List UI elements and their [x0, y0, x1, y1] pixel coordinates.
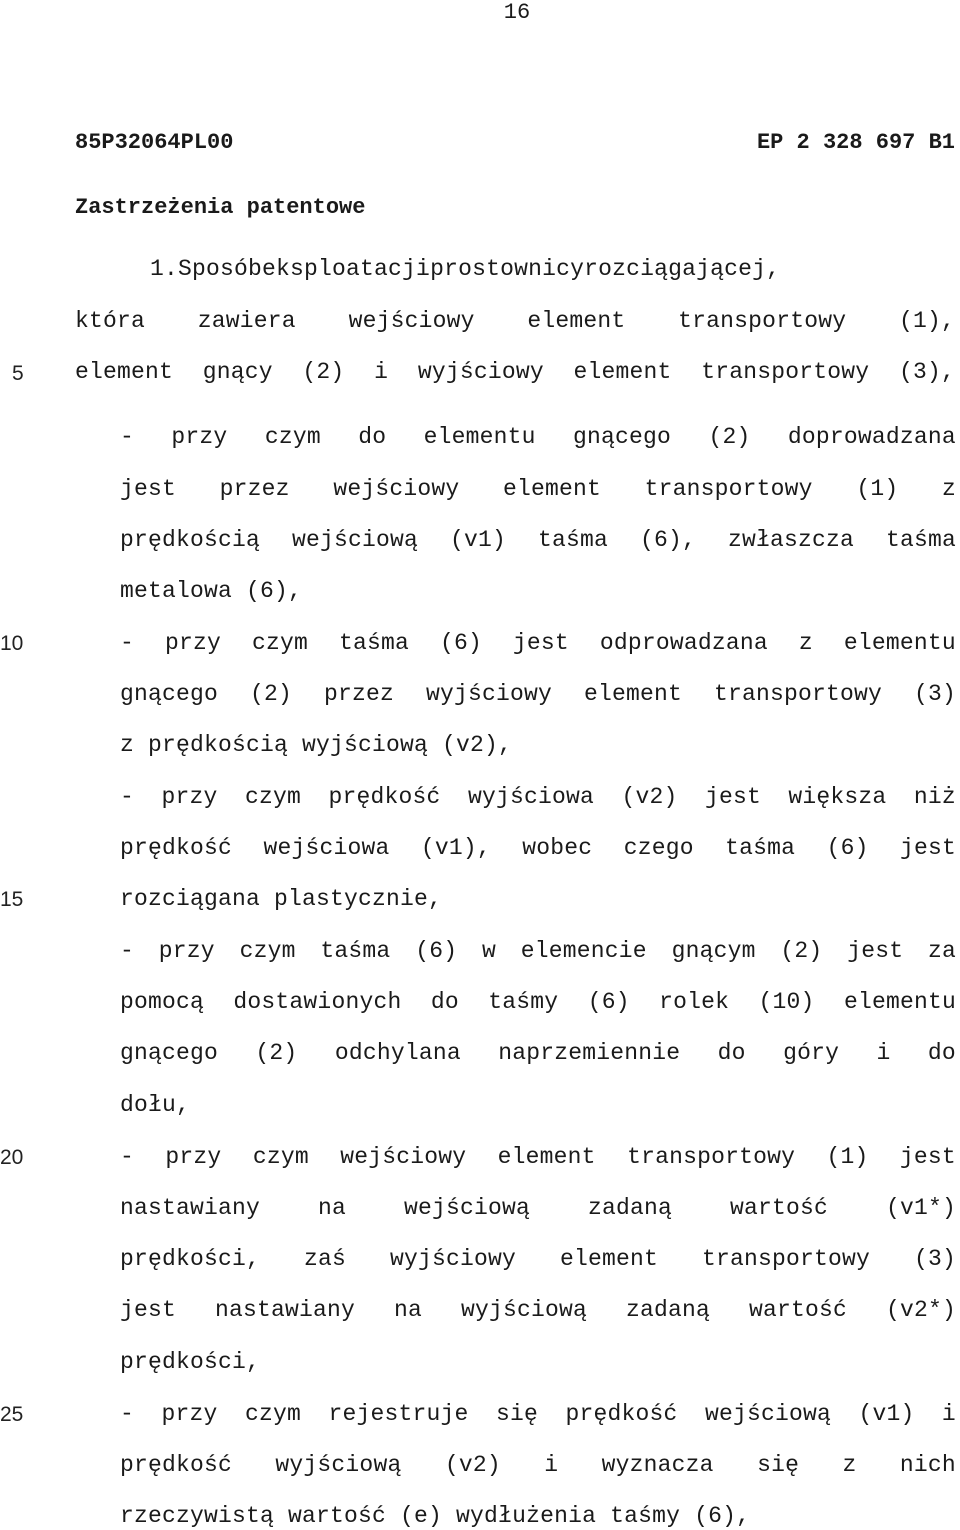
claim-word: pomocą — [120, 989, 205, 1015]
claim-word: w — [481, 938, 496, 964]
line-number-10: 10 — [0, 632, 24, 655]
claim-word: czym — [244, 784, 301, 810]
claim-word: i — [374, 359, 389, 385]
claim-word: taśmy — [488, 989, 559, 1015]
line-number-5: 5 — [12, 362, 24, 385]
claim-word: prędkość — [565, 1401, 678, 1427]
claim-word: z — [842, 1452, 857, 1478]
claim-word: (2) — [302, 359, 345, 385]
claim-word: wobec — [522, 835, 593, 861]
claim-word: nastawiany — [214, 1297, 356, 1323]
claim-word: zadaną — [587, 1195, 672, 1221]
claim-word: zawiera — [197, 308, 296, 334]
claim-word: wyjściowy — [389, 1246, 517, 1272]
claim-word: taśma — [320, 938, 391, 964]
claim-word: wejściową — [704, 1401, 831, 1427]
claim-word: zaś — [304, 1246, 347, 1272]
claim-line: z prędkością wyjściową (v2), — [120, 732, 513, 758]
claim-word: do — [927, 1040, 956, 1066]
claim-word: na — [393, 1297, 422, 1323]
claim-word: (6) — [439, 630, 482, 656]
claim-word: eksploatacji — [262, 256, 431, 282]
claim-word: (v2) — [621, 784, 678, 810]
claim-line: metalowa (6), — [120, 578, 303, 604]
claim-word: - — [120, 938, 135, 964]
claim-word: (2) — [780, 938, 823, 964]
claim-word: (6) — [587, 989, 630, 1015]
claim-word: (v1*) — [885, 1195, 956, 1221]
claim-word: czym — [252, 1144, 309, 1170]
claim-word: niż — [913, 784, 956, 810]
claim-word: (3) — [913, 1246, 956, 1272]
claim-word: jest — [847, 938, 904, 964]
claim-word: taśma — [725, 835, 796, 861]
claim-word: 1. — [150, 256, 179, 282]
claim-word: (3), — [898, 359, 955, 385]
claim-word: prędkość — [120, 835, 233, 861]
claim-word: gnącego — [120, 1040, 219, 1066]
claim-word: (1) — [826, 1144, 869, 1170]
claim-word: przy — [161, 1401, 218, 1427]
claim-word: czym — [244, 1401, 301, 1427]
claim-word: element — [502, 476, 602, 502]
claim-word: jest — [120, 1297, 177, 1323]
claim-word: - — [120, 630, 135, 656]
claim-word: prędkością — [120, 527, 261, 553]
line-number-15: 15 — [0, 888, 24, 911]
claim-word: (6), — [639, 527, 696, 553]
claim-word: rolek — [659, 989, 730, 1015]
section-title: Zastrzeżenia patentowe — [75, 195, 366, 220]
claim-word: rozciągającej, — [584, 256, 781, 282]
claim-word: elementu — [843, 630, 956, 656]
claim-word: transportowy — [627, 1144, 796, 1170]
claim-word: przy — [171, 424, 228, 450]
claim-word: wejściowy — [340, 1144, 467, 1170]
claim-word: wyjściowy — [417, 359, 544, 385]
claim-word: czym — [251, 630, 308, 656]
claim-word: czym — [239, 938, 296, 964]
claim-line: dołu, — [120, 1092, 191, 1118]
claim-word: elemencie — [520, 938, 647, 964]
claim-word: element — [573, 359, 672, 385]
claim-word: się — [757, 1452, 800, 1478]
claim-word: jest — [899, 1144, 956, 1170]
claim-word: (1), — [898, 308, 955, 334]
claim-word: - — [120, 784, 135, 810]
claim-word: zwłaszcza — [727, 527, 854, 553]
line-number-20: 20 — [0, 1146, 24, 1169]
claim-word: transportowy — [713, 681, 882, 707]
claim-word: wejściowa — [263, 835, 390, 861]
claim-line: rzeczywistą wartość (e) wydłużenia taśmy (6), — [120, 1503, 751, 1529]
claim-word: się — [495, 1401, 538, 1427]
claim-word: (6) — [826, 835, 869, 861]
claim-word: wejściową — [403, 1195, 531, 1221]
claim-word: prostownicy — [430, 256, 585, 282]
claim-word: element — [559, 1246, 659, 1272]
claim-word: (6) — [415, 938, 458, 964]
claim-word: przy — [158, 938, 215, 964]
claim-word: (v1) — [450, 527, 507, 553]
claim-word: przez — [323, 681, 394, 707]
claim-word: element — [527, 308, 626, 334]
claim-word: transportowy — [678, 308, 847, 334]
claim-word: dostawionych — [233, 989, 402, 1015]
claim-word: wejściowy — [348, 308, 475, 334]
claim-word: wejściową — [292, 527, 419, 553]
claim-word: przez — [219, 476, 290, 502]
claim-word: przy — [161, 784, 218, 810]
claim-word: i — [941, 1401, 956, 1427]
claim-word: za — [927, 938, 956, 964]
claim-word: do — [717, 1040, 746, 1066]
claim-word: która — [75, 308, 146, 334]
claim-word: (2) — [708, 424, 751, 450]
claim-word: - — [120, 1401, 135, 1427]
claim-word: nastawiany — [120, 1195, 261, 1221]
claim-word: jest — [512, 630, 569, 656]
claim-word: wyjściową — [275, 1452, 402, 1478]
claim-word: jest — [120, 476, 177, 502]
claim-word: element — [75, 359, 174, 385]
claim-word: taśma — [338, 630, 409, 656]
claim-word: wyznacza — [601, 1452, 714, 1478]
claim-word: (v2) — [444, 1452, 501, 1478]
claim-word: odchylana — [334, 1040, 461, 1066]
claim-word: naprzemiennie — [498, 1040, 681, 1066]
claim-word: przy — [165, 1144, 222, 1170]
claim-word: i — [876, 1040, 891, 1066]
claim-word: doprowadzana — [787, 424, 956, 450]
claim-word: prędkości, — [120, 1246, 261, 1272]
claim-word: prędkość — [328, 784, 441, 810]
claim-word: element — [497, 1144, 596, 1170]
claim-word: większa — [788, 784, 887, 810]
claim-word: (v1), — [420, 835, 491, 861]
claim-word: Sposób — [178, 256, 263, 282]
claim-word: czego — [623, 835, 694, 861]
claim-word: gnący — [202, 359, 273, 385]
claim-word: elementu — [423, 424, 536, 450]
claim-word: (3) — [913, 681, 956, 707]
claim-word: taśma — [885, 527, 956, 553]
claim-word: przy — [164, 630, 221, 656]
claim-word: rejestruje — [328, 1401, 469, 1427]
claim-word: na — [318, 1195, 347, 1221]
claim-word: z — [798, 630, 813, 656]
patent-number: EP 2 328 697 B1 — [756, 130, 955, 155]
claim-word: element — [583, 681, 682, 707]
claim-word: nich — [899, 1452, 956, 1478]
claim-word: (2) — [255, 1040, 298, 1066]
claim-word: (2) — [250, 681, 293, 707]
claim-word: góry — [783, 1040, 840, 1066]
claim-word: jest — [899, 835, 956, 861]
claim-word: wyjściową — [460, 1297, 587, 1323]
claim-word: wejściowy — [333, 476, 460, 502]
page-number: 16 — [503, 0, 531, 25]
line-number-25: 25 — [0, 1403, 24, 1426]
claim-word: wartość — [748, 1297, 847, 1323]
claim-word: wartość — [729, 1195, 828, 1221]
claim-word: gnącego — [120, 681, 219, 707]
claim-word: transportowy — [644, 476, 813, 502]
claim-word: jest — [704, 784, 761, 810]
claim-word: (v1) — [858, 1401, 915, 1427]
claim-word: do — [430, 989, 459, 1015]
claim-word: do — [358, 424, 387, 450]
claim-word: wyjściowy — [425, 681, 552, 707]
claim-word: gnącego — [573, 424, 672, 450]
claim-word: (1) — [856, 476, 899, 502]
claim-word: i — [544, 1452, 559, 1478]
claim-word: prędkość — [120, 1452, 233, 1478]
claim-word: (10) — [758, 989, 815, 1015]
claim-word: elementu — [843, 989, 956, 1015]
document-reference: 85P32064PL00 — [75, 130, 234, 155]
claim-word: z — [941, 476, 956, 502]
claim-word: czym — [264, 424, 321, 450]
claim-word: taśma — [537, 527, 608, 553]
claim-word: transportowy — [701, 1246, 871, 1272]
claim-word: gnącym — [671, 938, 756, 964]
claim-word: zadaną — [625, 1297, 710, 1323]
claim-word: odprowadzana — [599, 630, 768, 656]
claim-word: - — [120, 1144, 135, 1170]
claim-word: (v2*) — [885, 1297, 956, 1323]
claim-line: rozciągana plastycznie, — [120, 886, 443, 912]
claim-word: - — [120, 424, 135, 450]
claim-line: prędkości, — [120, 1349, 261, 1375]
claim-word: wyjściowa — [467, 784, 594, 810]
claim-word: transportowy — [701, 359, 870, 385]
